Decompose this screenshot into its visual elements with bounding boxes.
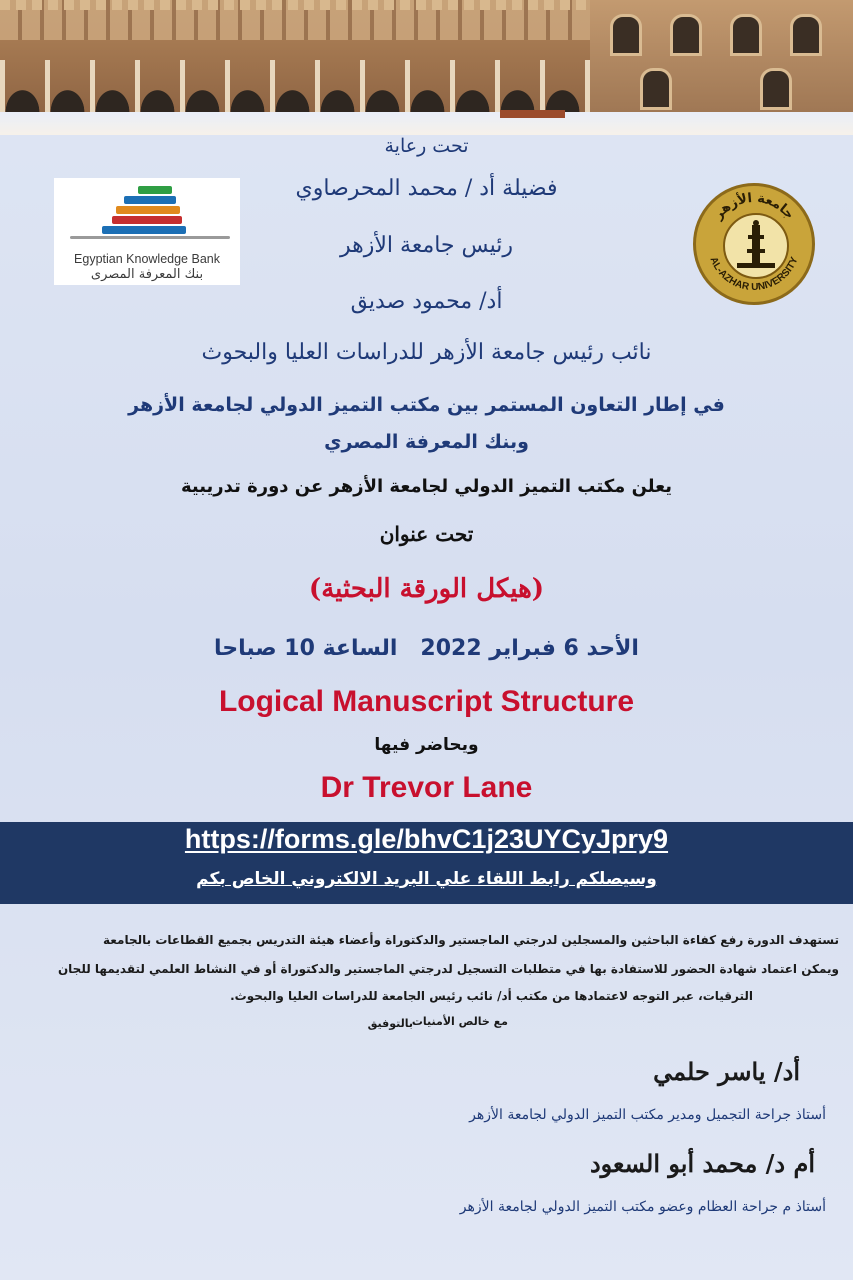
mosque-header-image [0, 0, 853, 135]
under-title-label: تحت عنوان [379, 522, 474, 546]
ekb-logo-text-en: Egyptian Knowledge Bank [74, 252, 220, 266]
wishes-line-2: بالتوفيق [367, 1017, 413, 1030]
signatory-2-title: أستاذ م جراحة العظام وعضو مكتب التميز الدولي لجامعة الأزهر [459, 1199, 826, 1215]
seal-arabic-text: جامعة الأزهر [710, 190, 797, 223]
cooperation-line-1: في إطار التعاون المستمر بين مكتب التميز الدولي لجامعة الأزهر [128, 394, 725, 416]
email-notice: وسيصلكم رابط اللقاء علي البريد الالكتروني الخاص بكم [196, 869, 657, 889]
ekb-logo-text-ar: بنك المعرفة المصرى [90, 267, 204, 282]
minaret-emblem-icon [723, 213, 789, 279]
signatory-1-name: أد/ ياسر حلمي [653, 1057, 800, 1086]
president-title: رئيس جامعة الأزهر [340, 233, 513, 258]
announcement-line: يعلن مكتب التميز الدولي لجامعة الأزهر عن دورة تدريبية [180, 476, 673, 497]
course-description-line-3: الترقيات، عبر التوجه لاعتمادها من مكتب أد/ نائب رئيس الجامعة للدراسات العليا والبحوث. [230, 989, 753, 1003]
signatory-1-title: أستاذ جراحة التجميل ومدير مكتب التميز الدولي لجامعة الأزهر [469, 1107, 826, 1123]
president-name: فضيلة أد / محمد المحرصاوي [295, 176, 558, 201]
al-azhar-university-seal [693, 183, 815, 305]
course-date-time: الأحد 6 فبراير 2022 الساعة 10 صباحا [214, 636, 639, 661]
course-title-english: Logical Manuscript Structure [218, 685, 635, 718]
sponsorship-label: تحت رعاية [384, 135, 469, 157]
wishes-line-1: مع خالص الأمنيات [411, 1015, 508, 1028]
vp-title: نائب رئيس جامعة الأزهر للدراسات العليا والبحوث [201, 340, 652, 365]
course-title-arabic: (هيكل الورقة البحثية) [308, 574, 545, 604]
egyptian-knowledge-bank-logo [54, 178, 240, 285]
signatory-2-name: أم د/ محمد أبو السعود [589, 1149, 815, 1178]
vp-name: أد/ محمود صديق [350, 289, 503, 314]
course-description-line-2: ويمكن اعتماد شهادة الحضور للاستفادة بها في متطلبات التسجيل لدرجتي الماجستير والدكتوراة أو في النشاط العلمي لتقديمها للجان [57, 962, 839, 976]
seal-english-text: AL-AZHAR UNIVERSITY [707, 255, 801, 294]
lecturer-name: Dr Trevor Lane [320, 771, 533, 804]
cooperation-line-2: وبنك المعرفة المصري [324, 431, 529, 453]
registration-link[interactable]: https://forms.gle/bhvC1j23UYCyJpry9 [184, 824, 669, 854]
course-description-line-1: تستهدف الدورة رفع كفاءة الباحثين والمسجلين لدرجتي الماجستير والدكتوراة وأعضاء هيئة التدريس بجميع القطاعات بالجامعة [102, 933, 839, 947]
lecturer-intro: ويحاضر فيها [374, 735, 479, 755]
